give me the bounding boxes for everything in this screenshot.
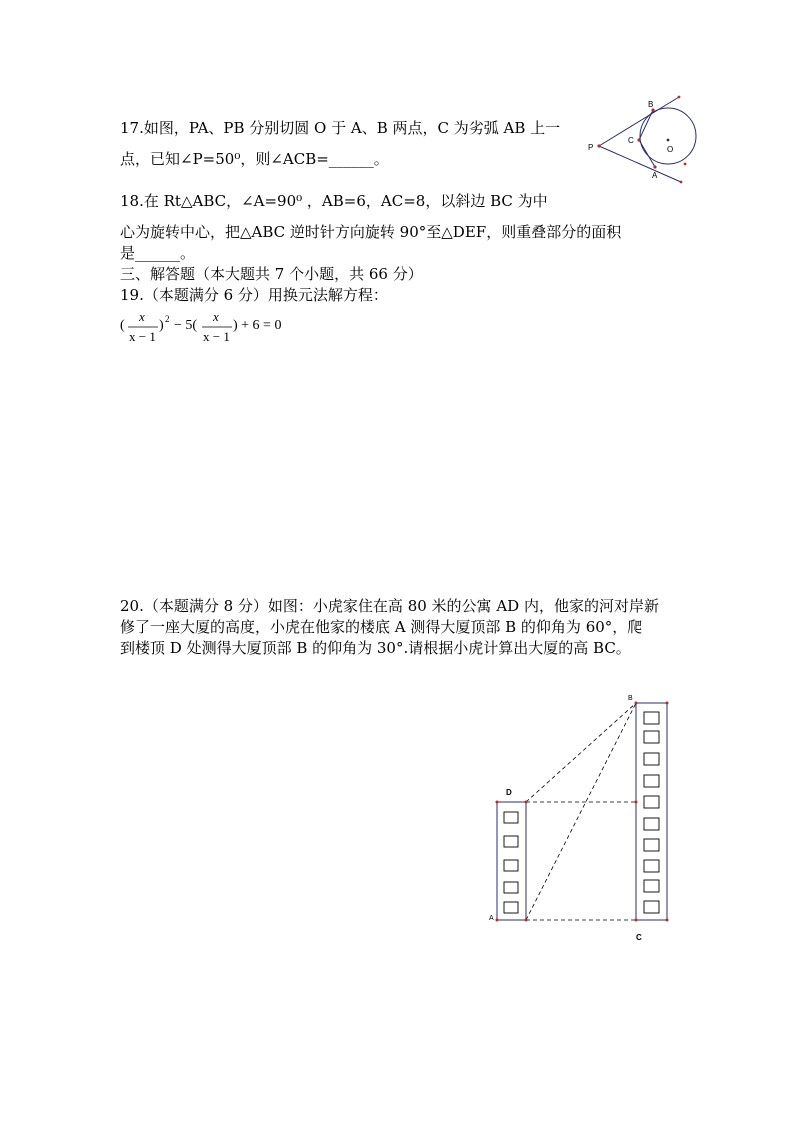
label-o: O — [667, 145, 674, 154]
eq-minus-five: − 5( — [174, 318, 198, 333]
sightline-d-b — [526, 703, 636, 802]
label-b: B — [648, 100, 654, 109]
eq-tail: ) + 6 = 0 — [233, 318, 282, 333]
q20-line3: 到楼顶 D 处测得大厦顶部 B 的仰角为 30°.请根据小虎计算出大厦的高 BC。 — [120, 639, 631, 657]
q20-buildings-figure — [485, 690, 685, 949]
q18-line3: 是______。 — [120, 244, 196, 262]
sightline-a-b — [526, 703, 636, 920]
eq-denominator-2: x − 1 — [203, 329, 230, 344]
q18-line2: 心为旋转中心，把△ABC 逆时针方向旋转 90°至△DEF，则重叠部分的面积 — [120, 223, 622, 241]
label-a: A — [652, 171, 658, 180]
label-d: D — [506, 788, 512, 797]
eq-close-paren: ) — [159, 318, 164, 333]
eq-denominator-1: x − 1 — [129, 329, 156, 344]
eq-open-paren: ( — [120, 318, 125, 333]
label-c: C — [636, 933, 642, 942]
q19-equation — [118, 308, 318, 352]
building-bc — [636, 703, 667, 920]
q19-line1: 19.（本题满分 6 分）用换元法解方程： — [120, 286, 388, 304]
q17-tangent-circle-figure — [585, 92, 705, 191]
label-p: P — [588, 143, 594, 152]
q17-line2: 点，已知∠P=50⁰，则∠ACB=______。 — [120, 150, 389, 168]
q20-line2: 修了一座大厦的高度，小虎在他家的楼底 A 测得大厦顶部 B 的仰角为 60°，爬 — [120, 618, 643, 636]
label-a: A — [489, 915, 494, 922]
q18-line1: 18.在 Rt△ABC，∠A=90⁰ ，AB=6，AC=8，以斜边 BC 为中 — [120, 192, 548, 210]
chord-cb — [639, 110, 653, 140]
label-c: C — [628, 136, 634, 145]
q17-line1: 17.如图，PA、PB 分别切圆 O 于 A、B 两点，C 为劣弧 AB 上一 — [120, 119, 561, 137]
section3-heading: 三、解答题（本大题共 7 个小题，共 66 分） — [120, 265, 423, 283]
eq-numerator-2: x — [213, 309, 219, 324]
eq-numerator-1: x — [139, 309, 145, 324]
chord-ca — [639, 140, 655, 167]
eq-exponent: 2 — [165, 314, 170, 324]
label-b: B — [628, 695, 633, 702]
q20-line1: 20.（本题满分 8 分）如图：小虎家住在高 80 米的公寓 AD 内，他家的河对岸新 — [120, 597, 659, 615]
